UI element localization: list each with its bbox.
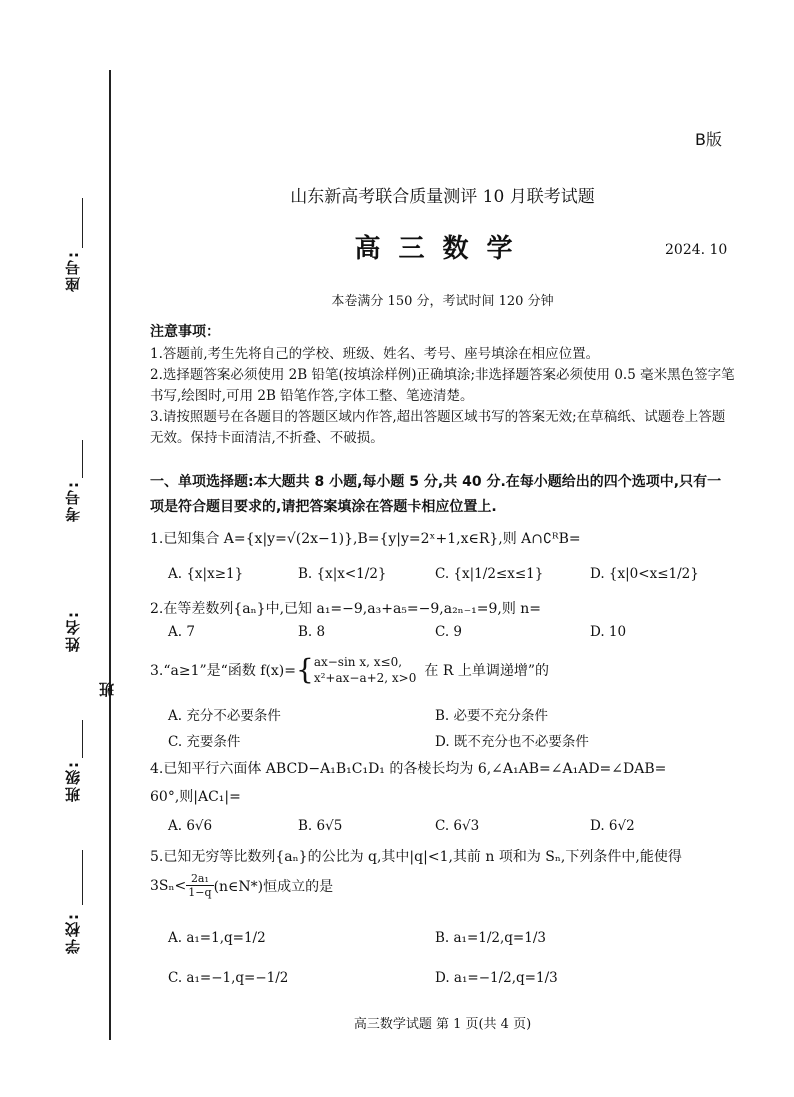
score-info: 本卷满分 150 分，考试时间 120 分钟 — [331, 294, 554, 309]
page-footer: 高三数学试题 第 1 页(共 4 页) — [353, 1017, 532, 1032]
q4-option-c[interactable]: C. 6√3 — [435, 818, 480, 834]
q5-line2-post: (n∈N*)恒成立的是 — [213, 878, 334, 895]
school-blank[interactable] — [82, 850, 83, 905]
exam-no-label: 考号: — [64, 480, 82, 522]
notice-title: 注意事项： — [150, 324, 220, 340]
school-label: 学校: — [64, 912, 82, 954]
exam-no-blank[interactable] — [82, 440, 83, 478]
q5-frac-den: 1−q — [188, 886, 212, 899]
exam-title: 山东新高考联合质量测评 10 月联考试题 — [290, 187, 595, 207]
binding-line — [109, 70, 111, 1040]
q3-option-b[interactable]: B. 必要不充分条件 — [435, 708, 549, 724]
question-2-stem: 2.在等差数列{aₙ}中,已知 a₁=−9,a₃+a₅=−9,a₂ₙ₋₁=9,则 n= — [150, 601, 542, 617]
q2-option-a[interactable]: A. 7 — [168, 624, 195, 640]
exam-date: 2024. 10 — [665, 242, 728, 258]
seat-field — [56, 198, 104, 328]
q3-brace: { — [296, 653, 314, 686]
notice-item: 2.选择题答案必须使用 2B 铅笔(按填涂样例)正确填涂;非选择题答案必须使用 0.5 毫米黑色签字笔书写,绘图时,可用 2B 铅笔作答,字体工整、笔迹清楚。 — [150, 367, 735, 404]
q1-option-b[interactable]: B. {x|x<1/2} — [298, 566, 387, 582]
question-1-stem: 1.已知集合 A={x|y=√(2x−1)},B={y|y=2ˣ+1,x∈R},则 A∩∁ᴿB= — [150, 531, 581, 547]
q3-stem-pre: 3.“a≥1”是“函数 f(x)= — [150, 663, 296, 679]
question-4-line-1: 4.已知平行六面体 ABCD−A₁B₁C₁D₁ 的各棱长均为 6,∠A₁AB=∠A₁AD=∠DAB= — [150, 761, 667, 777]
name-label: 姓名: — [64, 610, 82, 652]
class-char-label: 班 — [98, 680, 116, 697]
class-char-field — [56, 680, 116, 720]
q5-frac-num: 2a₁ — [190, 872, 209, 885]
q5-option-c[interactable]: C. a₁=−1,q=−1/2 — [168, 970, 289, 986]
q3-option-c[interactable]: C. 充要条件 — [168, 734, 241, 750]
question-4-line-2: 60°,则|AC₁|= — [150, 789, 241, 805]
q1-option-d[interactable]: D. {x|0<x≤1/2} — [590, 566, 699, 582]
notice-list — [150, 344, 735, 449]
q1-option-a[interactable]: A. {x|x≥1} — [168, 566, 244, 582]
grade-blank[interactable] — [82, 720, 83, 758]
q3-option-d[interactable]: D. 既不充分也不必要条件 — [435, 734, 589, 750]
section-heading: 一、单项选择题:本大题共 8 小题,每小题 5 分,共 40 分.在每小题给出的四个选项中,只有一项是符合题目要求的,请把答案填涂在答题卡相应位置上. — [150, 474, 722, 515]
q2-option-b[interactable]: B. 8 — [298, 624, 326, 640]
q3-case-1: ax−sin x, x≤0, — [313, 655, 403, 669]
q4-option-d[interactable]: D. 6√2 — [590, 818, 635, 834]
q5-option-a[interactable]: A. a₁=1,q=1/2 — [168, 930, 266, 946]
q4-option-a[interactable]: A. 6√6 — [168, 818, 213, 834]
exam-no-field — [56, 440, 104, 560]
q3-stem-post: 在 R 上单调递增”的 — [424, 663, 549, 679]
version-badge: B版 — [695, 130, 722, 149]
q2-option-d[interactable]: D. 10 — [590, 624, 627, 640]
q3-case-2: x²+ax−a+2, x>0 — [313, 671, 417, 685]
q1-option-c[interactable]: C. {x|1/2≤x≤1} — [435, 566, 544, 582]
notice-item: 1.答题前,考生先将自己的学校、班级、姓名、考号、座号填涂在相应位置。 — [150, 346, 600, 362]
binding-sidebar — [0, 0, 116, 1097]
question-3-stem — [150, 654, 549, 686]
q5-option-d[interactable]: D. a₁=−1/2,q=1/3 — [435, 970, 558, 986]
question-5-line-1: 5.已知无穷等比数列{aₙ}的公比为 q,其中|q|<1,其前 n 项和为 Sₙ,下列条件中,能使得 — [150, 849, 682, 865]
subject-title: 高三数学 — [354, 234, 531, 264]
q5-fraction — [186, 872, 213, 899]
grade-label: 班级: — [64, 760, 82, 802]
seat-blank[interactable] — [82, 198, 83, 248]
name-field — [56, 610, 104, 680]
q2-option-c[interactable]: C. 9 — [435, 624, 463, 640]
seat-label: 座号: — [64, 250, 82, 292]
school-field — [56, 850, 104, 960]
q5-option-b[interactable]: B. a₁=1/2,q=1/3 — [435, 930, 546, 946]
question-5-line-2 — [150, 872, 333, 899]
q3-option-a[interactable]: A. 充分不必要条件 — [168, 708, 281, 724]
notice-item: 3.请按照题号在各题目的答题区域内作答,超出答题区域书写的答案无效;在草稿纸、试题卷上答题无效。保持卡面清洁,不折叠、不破损。 — [150, 409, 726, 446]
q3-piecewise — [314, 654, 417, 686]
q4-option-b[interactable]: B. 6√5 — [298, 818, 343, 834]
q5-line2-pre: 3Sₙ< — [150, 877, 187, 894]
grade-field — [56, 720, 104, 850]
